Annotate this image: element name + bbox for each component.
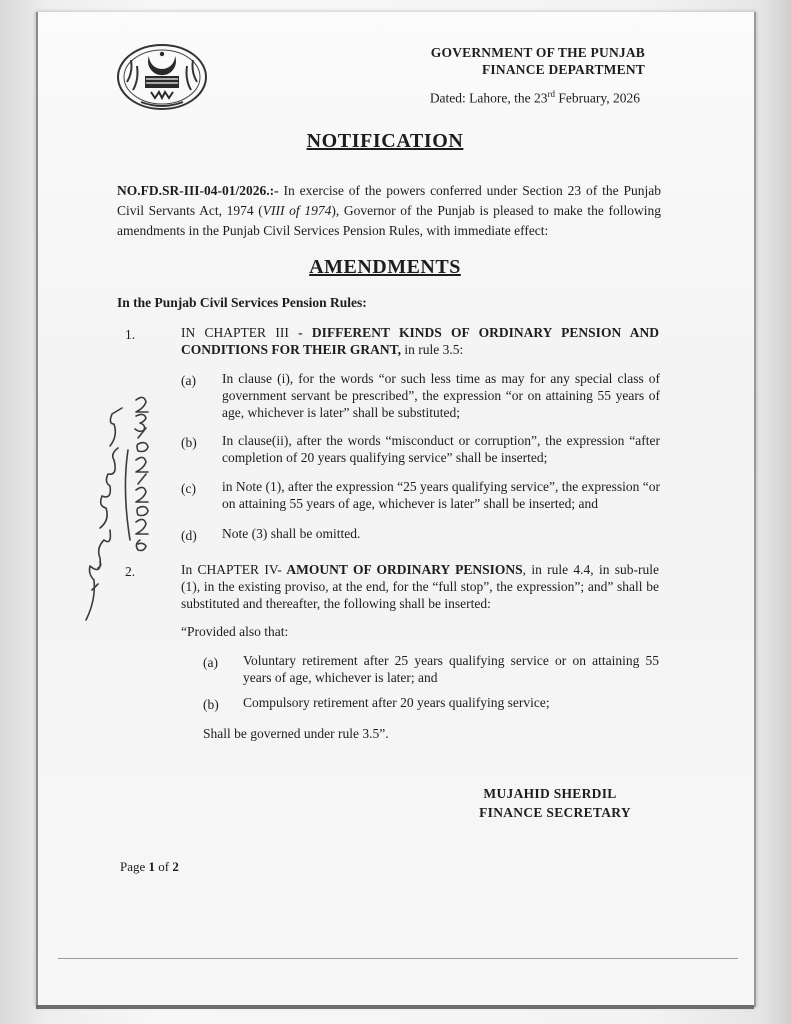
page-number: [120, 859, 179, 875]
provided-clause: “Provided also that:: [181, 624, 289, 639]
item-2-heading: AMOUNT OF ORDINARY PENSIONS: [281, 562, 523, 577]
page-of: of: [155, 859, 173, 874]
signatory-title: FINANCE SECRETARY: [479, 805, 631, 820]
punjab-emblem-icon: [115, 42, 210, 112]
subitem-label: (b): [181, 435, 197, 450]
amendments-title: AMENDMENTS: [309, 256, 461, 278]
page-label: Page: [120, 859, 149, 874]
proviso-label: (b): [203, 697, 219, 712]
handwritten-signature-icon: [78, 380, 153, 630]
item-1-suffix: in rule 3.5:: [401, 342, 464, 357]
item-1-heading: - DIFFERENT KINDS OF ORDINARY PENSION AND CONDITIONS FOR THEIR GRANT,: [181, 325, 659, 357]
subitem-text: In clause (i), for the words “or such less time as may for any special class of government servant be prescribed”, the expression “or on attaining 55 years of age, whichever is later” shall be substituted;: [222, 371, 660, 420]
date-rest: February, 2026: [555, 90, 640, 106]
act-citation: VIII of 1974: [262, 203, 332, 218]
notification-title: NOTIFICATION: [306, 130, 464, 152]
rules-intro: In the Punjab Civil Services Pension Rules:: [117, 295, 367, 310]
header-department: FINANCE DEPARTMENT: [481, 62, 645, 77]
item-1-prefix: IN CHAPTER III: [181, 325, 289, 340]
subitem-text: in Note (1), after the expression “25 years qualifying service”, the expression “or on attaining 55 years of age, whichever is later” shall be inserted; and: [222, 479, 660, 511]
date-line: [410, 89, 640, 107]
item-2-number: 2.: [125, 564, 136, 579]
subitem-label: (a): [181, 373, 196, 388]
page-bottom-edge: [36, 1005, 754, 1009]
item-2-prefix: In CHAPTER IV-: [181, 562, 282, 577]
date-prefix: Dated: Lahore, the 23: [429, 90, 548, 106]
preamble-text-2: ), Governor of the Punjab is pleased to make the following amendments in the Punjab Civil Services Pension Rules, with immediate effect:: [117, 203, 661, 238]
signatory-name: MUJAHID SHERDIL: [483, 786, 617, 801]
subitem-text: In clause(ii), after the words “misconduct or corruption”, the expression “after completion of 20 years qualifying service” shall be inserted;: [222, 433, 660, 465]
footer-divider: [58, 958, 738, 959]
subitem-label: (d): [181, 528, 197, 543]
proviso-text: Compulsory retirement after 20 years qualifying service;: [243, 695, 550, 710]
preamble-text-1: In exercise of the powers conferred under Section 23 of the Punjab Civil Servants Act, 1974 (: [117, 183, 661, 218]
page-current: 1: [148, 859, 156, 874]
item-1-number: 1.: [125, 327, 136, 342]
item-2-text: [181, 561, 659, 612]
page-total: 2: [172, 859, 179, 874]
reference-number: NO.FD.SR-III-04-01/2026.:-: [117, 183, 279, 198]
date-suffix: rd: [547, 89, 556, 99]
item-1-text: [181, 324, 659, 358]
subitem-text: Note (3) shall be omitted.: [222, 526, 361, 541]
preamble: [117, 181, 661, 241]
closing-clause: Shall be governed under rule 3.5”.: [203, 726, 389, 741]
item-2-suffix: , in rule 4.4, in sub-rule (1), in the existing proviso, at the end, for the “full stop”, the expression”; and” shall be substituted and thereafter, the following shall be inserted:: [181, 562, 660, 611]
proviso-text: Voluntary retirement after 25 years qualifying service or on attaining 55 years of age, whichever is later; and: [243, 653, 659, 685]
proviso-label: (a): [203, 655, 218, 670]
header-government: GOVERNMENT OF THE PUNJAB: [430, 45, 645, 60]
subitem-label: (c): [181, 481, 196, 496]
